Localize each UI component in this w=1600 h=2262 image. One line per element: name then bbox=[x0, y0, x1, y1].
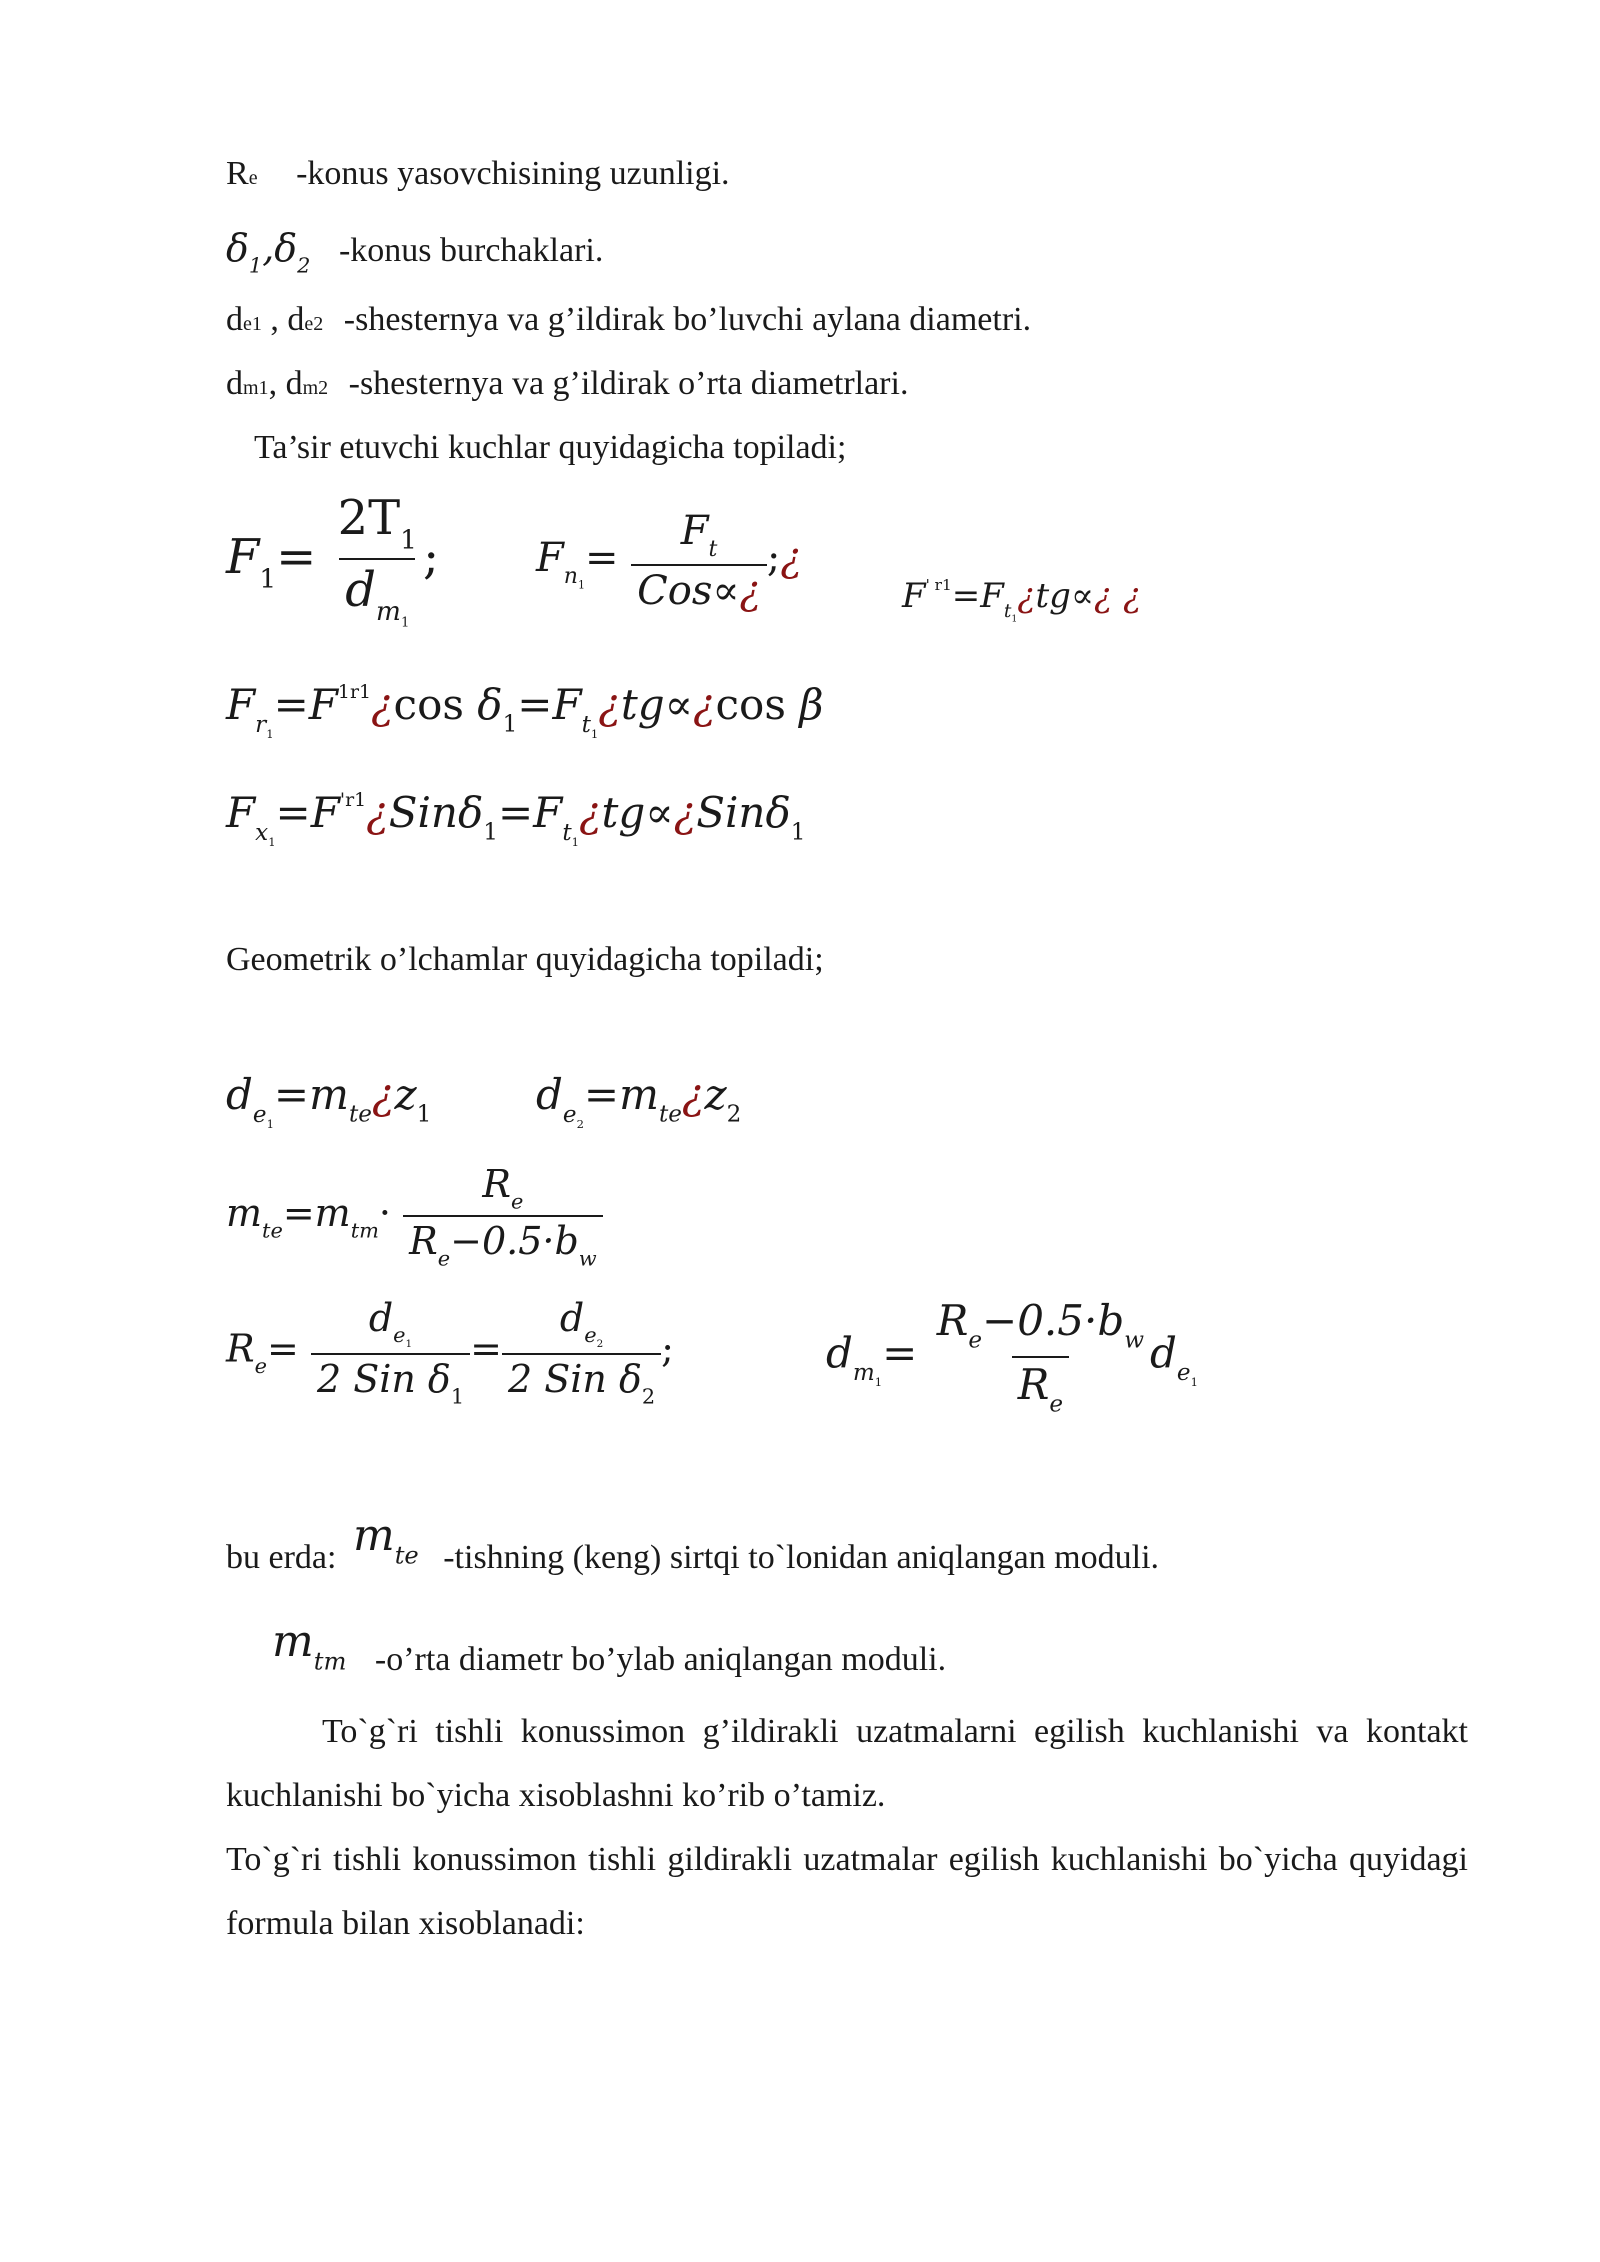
definition-de bbox=[226, 300, 1031, 344]
formula-f1: $F_1=$ $\frac{2T_1}{d_{m_1}}$ ; bbox=[226, 490, 440, 631]
symbol-dm: dm1, dm2 bbox=[226, 365, 329, 402]
formula-mte: $m_{te}=m_{tm}\cdot$ $\frac{R_e}{R_e-0.5\cdot b_w}$ bbox=[226, 1162, 603, 1271]
definition-re bbox=[226, 154, 730, 198]
geometry-intro: Geometrik o’lchamlar quyidagicha topiladi; bbox=[226, 941, 824, 978]
symbol-de: de1 , de2 bbox=[226, 301, 324, 338]
symbol-re: Re bbox=[226, 155, 258, 192]
definition-text: -shesternya va g’ildirak o’rta diametrlari. bbox=[348, 365, 909, 402]
definition-dm bbox=[226, 364, 908, 408]
symbol-delta: $\delta_1,\delta_2$ bbox=[226, 226, 311, 278]
definition-text: -konus yasovchisining uzunligi. bbox=[296, 155, 730, 192]
symbol-mtm: $m_{tm}$ bbox=[272, 1616, 347, 1676]
formula-fr-prime: $F^{' r1}=F_{t_1}¿tg\propto¿$ ¿ bbox=[902, 576, 1142, 625]
definition-text: -shesternya va g’ildirak bo’luvchi aylana diametri. bbox=[343, 301, 1032, 338]
where-mte: bu erda: $m_{te}$ -tishning (keng) sirtqi to`lonidan aniqlangan moduli. bbox=[226, 1510, 1160, 1576]
formula-fx: $F_{x_1}=F^{'r1}¿Sin\delta_1=F_{t_1}¿tg\propto¿Sin\delta_1$ bbox=[226, 788, 806, 849]
force-intro: Ta’sir etuvchi kuchlar quyidagicha topiladi; bbox=[254, 429, 847, 466]
symbol-mte: $m_{te}$ bbox=[352, 1510, 419, 1570]
definition-text: -konus burchaklari. bbox=[338, 232, 604, 269]
formula-re: $R_e=$ $\frac{d_{e_1}}{2 Sin \delta_1}$ = $\frac{d_{e_2}}{2 Sin \delta_2}$ ; bbox=[226, 1296, 674, 1409]
definition-delta bbox=[226, 228, 603, 285]
paragraph-formula: To`g`ri tishli konussimon tishli gildirakli uzatmalar egilish kuchlanishi bo`yicha quyidagi formula bilan xisoblanadi: bbox=[226, 1841, 1468, 1942]
formula-de2: $d_{e_2}=m_{te}¿z_2$ bbox=[536, 1070, 742, 1131]
formula-de1: $d_{e_1}=m_{te}¿z_1$ bbox=[226, 1070, 432, 1131]
formula-dm1: $d_{m_1}=$ $\frac{R_e-0.5\cdot b_w}{R_e}$ $d_{e_1}$ bbox=[826, 1296, 1198, 1418]
paragraph-intro: To`g`ri tishli konussimon g’ildirakli uzatmalarni egilish kuchlanishi va kontakt kuchlanishi bo`yicha xisoblashni ko’rib o’tamiz. bbox=[226, 1713, 1468, 1814]
formula-fr: $F_{r_1}=F^{1r1}¿\cos$ $\delta_1=F_{t_1}¿tg\propto¿\cos$ β bbox=[226, 680, 824, 741]
formula-fn: $F_{n_1}=$ $\frac{F_t}{\text{Cos∝¿}}$ ;¿ bbox=[536, 508, 802, 615]
where-mtm: $m_{tm}$ -o’rta diametr bo’ylab aniqlangan moduli. bbox=[272, 1616, 947, 1678]
